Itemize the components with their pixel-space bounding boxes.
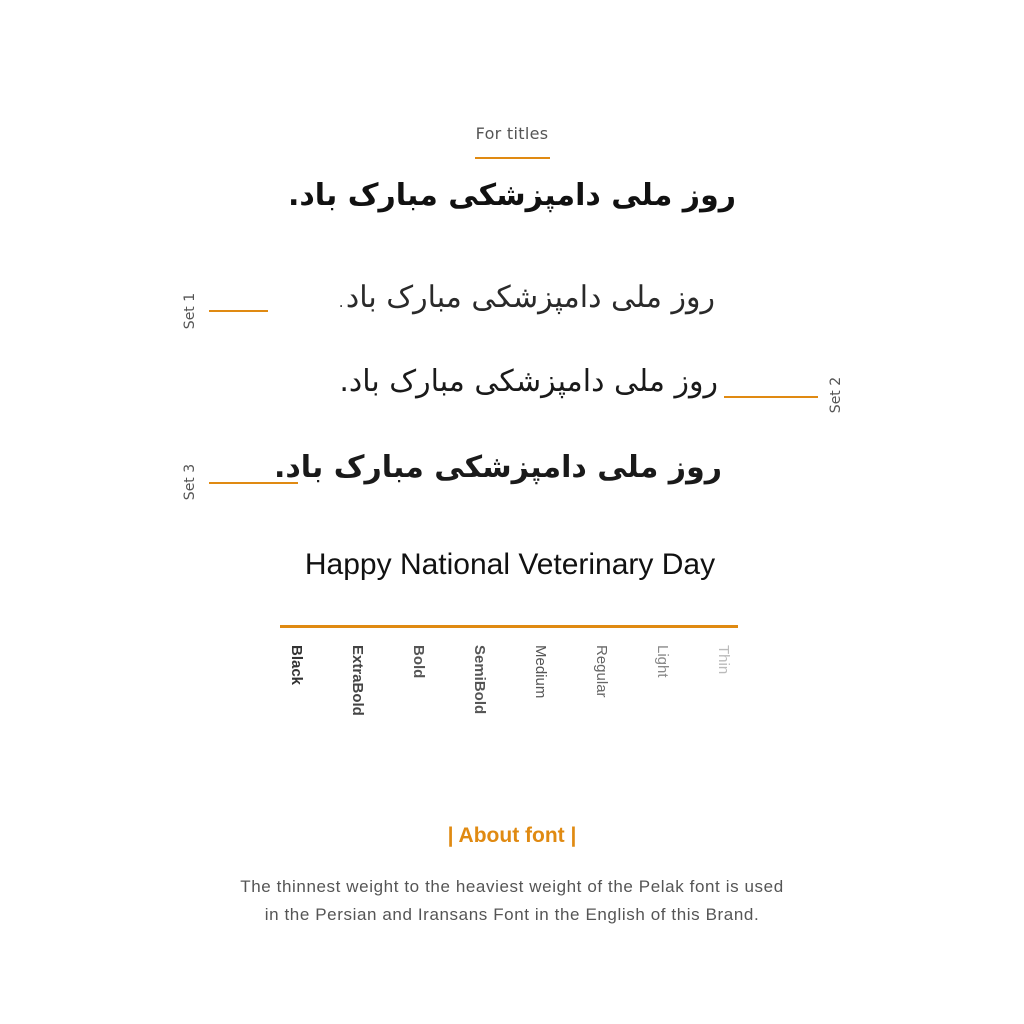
set-3-label: Set 3	[182, 463, 198, 501]
section-label: For titles	[475, 124, 549, 143]
about-font-heading: | About font |	[447, 824, 577, 847]
set-2-rule	[724, 396, 818, 398]
set-1-sample: روز ملی دامپزشکی مبارک باد.	[336, 280, 715, 315]
about-line-2: in the Persian and Iransans Font in the English of this Brand.	[264, 905, 760, 924]
set-2-label: Set 2	[828, 376, 844, 414]
weight-medium: Medium	[532, 645, 549, 699]
english-title-rule	[280, 625, 738, 628]
weight-black: Black	[288, 645, 305, 686]
persian-title: روز ملی دامپزشکی مبارک باد.	[288, 178, 736, 213]
weight-semibold: SemiBold	[471, 645, 488, 715]
english-title: Happy National Veterinary Day	[304, 548, 716, 581]
set-3-sample: روز ملی دامپزشکی مبارک باد.	[274, 450, 722, 485]
set-1-rule	[209, 310, 268, 312]
about-font-description	[150, 873, 874, 929]
section-label-underline	[475, 157, 550, 159]
weight-light: Light	[654, 645, 671, 678]
weight-bold: Bold	[410, 645, 427, 679]
set-1-label: Set 1	[182, 292, 198, 330]
weight-regular: Regular	[593, 645, 610, 698]
about-line-1: The thinnest weight to the heaviest weight of the Pelak font is used	[240, 877, 784, 896]
weight-thin: Thin	[715, 645, 732, 675]
set-2-sample: روز ملی دامپزشکی مبارک باد.	[339, 364, 718, 399]
weight-extrabold: ExtraBold	[349, 645, 366, 716]
